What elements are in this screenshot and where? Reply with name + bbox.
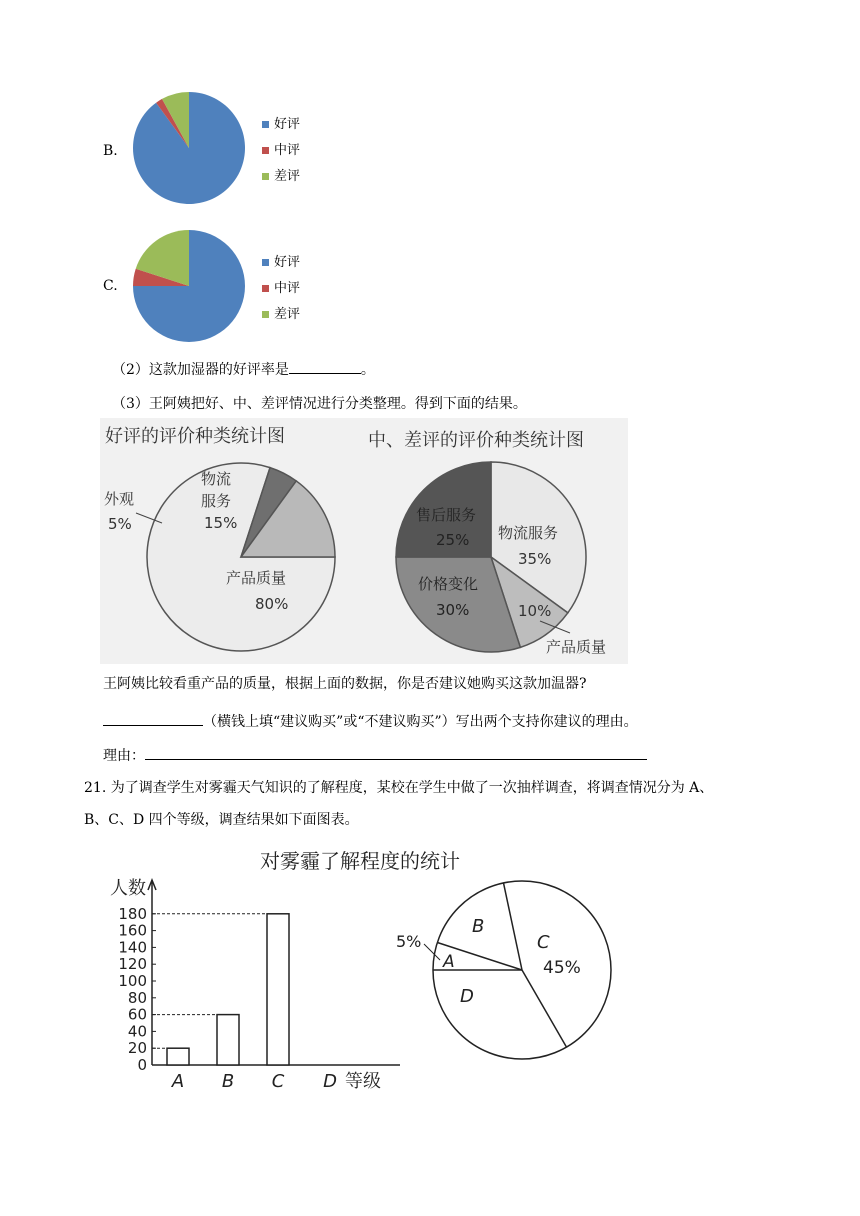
- label-quality-pct-midbad: 10%: [518, 602, 552, 620]
- legend-label-good: 好评: [274, 255, 301, 270]
- haze-label-a: A: [443, 952, 455, 972]
- bar-B: [217, 1015, 239, 1065]
- question-21-line1: 21. 为了调查学生对雾霾天气知识的了解程度，某校在学生中做了一次抽样调查，将调查情况分为 A、: [84, 780, 714, 796]
- label-quality: 产品质量: [226, 569, 287, 587]
- y-tick-label: 60: [127, 1005, 147, 1024]
- legend-swatch-medium: [262, 147, 269, 154]
- haze-pie-chart: [396, 881, 611, 1059]
- label-appearance: 外观: [104, 490, 135, 508]
- label-quality-pct: 80%: [255, 595, 289, 613]
- label-price-change: 价格变化: [418, 575, 479, 593]
- y-tick-label: 140: [118, 938, 147, 957]
- question-21-line2: B、C、D 四个等级，调查结果如下面图表。: [84, 812, 359, 828]
- question-3-fill-text: （横钱上填“建议购买”或“不建议购买”）写出两个支持你建议的理由。: [203, 714, 638, 730]
- haze-label-d: D: [460, 986, 474, 1007]
- option-b-legend: [262, 112, 300, 190]
- haze-statistics-figure: [100, 840, 660, 1102]
- legend-swatch-good: [262, 121, 269, 128]
- y-tick-label: 80: [127, 988, 147, 1007]
- reason-blank[interactable]: [145, 744, 647, 760]
- label-quality-midbad: 产品质量: [546, 638, 607, 656]
- label-price-change-pct: 30%: [436, 601, 470, 619]
- haze-chart-title: 对雾霾了解程度的统计: [260, 849, 460, 873]
- legend-label-medium: 中评: [274, 281, 301, 296]
- option-b-pie-chart: [130, 90, 250, 208]
- answer-blank[interactable]: [289, 358, 361, 374]
- legend-label-bad: 差评: [274, 169, 301, 184]
- reason-line: [103, 744, 647, 766]
- option-c-pie-chart: [130, 228, 250, 346]
- label-logistics-pct: 15%: [204, 514, 238, 532]
- legend-item-bad: [262, 302, 300, 328]
- x-tick-label-C: C: [271, 1071, 285, 1092]
- legend-label-medium: 中评: [274, 143, 301, 158]
- option-b-pie-slices: [133, 92, 245, 204]
- midbad-review-pie: [396, 462, 586, 652]
- suggestion-blank[interactable]: [103, 710, 203, 726]
- legend-label-bad: 差评: [274, 307, 301, 322]
- option-c-letter: C.: [103, 278, 118, 294]
- question-3-prompt: 王阿姨比较看重产品的质量，根据上面的数据，你是否建议她购买这款加温器?: [103, 676, 587, 692]
- haze-bar-chart: [110, 878, 400, 1092]
- legend-item-bad: [262, 164, 300, 190]
- label-logistics-service-pct: 35%: [518, 550, 552, 568]
- reason-label: 理由：: [103, 748, 145, 764]
- y-tick-label: 100: [118, 972, 147, 990]
- x-tick-label-B: B: [221, 1071, 235, 1092]
- y-axis-label: 人数: [110, 878, 146, 899]
- question-2-text: （2）这款加湿器的好评率是: [112, 362, 289, 378]
- label-logistics-line1: 物流: [201, 470, 232, 488]
- haze-label-b: B: [472, 916, 485, 937]
- legend-swatch-good: [262, 259, 269, 266]
- y-tick-label: 160: [118, 921, 147, 940]
- y-tick-label: 20: [127, 1039, 147, 1058]
- x-axis-label: 等级: [345, 1071, 381, 1092]
- haze-label-c: C: [537, 932, 550, 953]
- legend-label-good: 好评: [274, 117, 301, 132]
- legend-item-medium: [262, 276, 300, 302]
- x-tick-label-A: A: [171, 1071, 185, 1092]
- question-2: [112, 358, 375, 380]
- label-logistics-service: 物流服务: [498, 524, 559, 542]
- legend-swatch-bad: [262, 311, 269, 318]
- y-tick-label: 180: [118, 904, 147, 923]
- legend-item-medium: [262, 138, 300, 164]
- y-tick-label: 0: [137, 1056, 147, 1074]
- haze-label-c-pct: 45%: [543, 958, 581, 978]
- y-tick-label: 120: [118, 955, 147, 974]
- question-2-end: 。: [360, 362, 375, 378]
- label-aftersale-pct: 25%: [436, 531, 470, 549]
- legend-item-good: [262, 250, 300, 276]
- label-appearance-pct: 5%: [108, 515, 132, 533]
- good-review-pie: [147, 463, 335, 651]
- good-chart-title: 好评的评价种类统计图: [105, 426, 285, 447]
- label-logistics-line2: 服务: [201, 492, 232, 510]
- review-category-charts: [100, 418, 628, 664]
- legend-swatch-bad: [262, 173, 269, 180]
- y-tick-label: 40: [127, 1022, 147, 1041]
- x-tick-label-D: D: [323, 1071, 337, 1092]
- legend-item-good: [262, 112, 300, 138]
- haze-label-a-pct: 5%: [396, 932, 422, 951]
- question-3: （3）王阿姨把好、中、差评情况进行分类整理。得到下面的结果。: [112, 396, 527, 412]
- midbad-chart-title: 中、差评的评价种类统计图: [368, 430, 584, 451]
- option-c-pie-slices: [133, 230, 245, 342]
- question-3-fill: [103, 710, 638, 732]
- label-aftersale: 售后服务: [416, 506, 477, 524]
- bar-A: [167, 1048, 189, 1065]
- option-b-letter: B.: [103, 143, 118, 159]
- option-c-legend: [262, 250, 300, 328]
- legend-swatch-medium: [262, 285, 269, 292]
- bar-C: [267, 914, 289, 1065]
